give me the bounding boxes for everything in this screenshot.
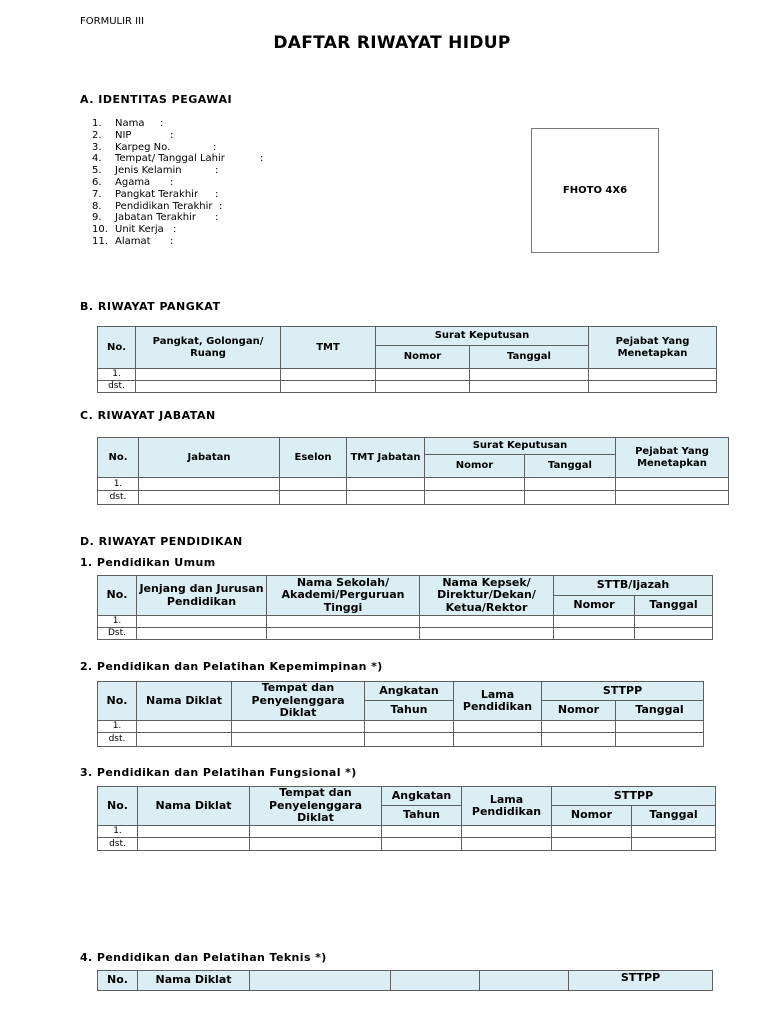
header-pejabat: Pejabat Yang Menetapkan (616, 438, 729, 478)
table-cell[interactable] (138, 826, 250, 838)
diklat-kepemimpinan-title: 2. Pendidikan dan Pelatihan Kepemimpinan *) (80, 660, 383, 673)
table-cell[interactable] (616, 733, 704, 747)
table-cell[interactable] (552, 826, 632, 838)
header-tanggal: Tanggal (470, 346, 589, 369)
section-d-title: D. RIWAYAT PENDIDIKAN (80, 535, 243, 548)
field-label: Jabatan Terakhir (115, 212, 196, 224)
table-cell[interactable] (616, 721, 704, 733)
header-no: No. (98, 327, 136, 369)
field-label: NIP (115, 129, 132, 141)
table-cell[interactable] (425, 491, 525, 505)
table-cell[interactable] (616, 491, 729, 505)
header-empty (480, 971, 569, 991)
field-number: 9. (92, 212, 102, 224)
identity-field-pendidikan (92, 201, 263, 213)
table-cell[interactable] (470, 381, 589, 393)
table-row (98, 733, 704, 747)
header-empty (250, 971, 391, 991)
row-number: 1. (98, 369, 136, 381)
table-row (98, 721, 704, 733)
header-surat-keputusan: Surat Keputusan (425, 438, 616, 455)
identity-field-karpeg (92, 142, 263, 154)
riwayat-jabatan-table (97, 437, 729, 505)
header-nomor: Nomor (376, 346, 470, 369)
table-cell[interactable] (554, 616, 635, 628)
field-label: Alamat (115, 235, 151, 247)
identity-field-ttl (92, 153, 263, 165)
row-number: 1. (98, 616, 137, 628)
table-cell[interactable] (139, 478, 280, 491)
field-number: 8. (92, 200, 102, 212)
identity-field-jenis-kelamin (92, 165, 263, 177)
photo-box (531, 128, 659, 253)
table-row (98, 478, 729, 491)
header-nama-diklat: Nama Diklat (138, 971, 250, 991)
header-tempat-penyelenggara: Tempat dan Penyelenggara Diklat (250, 787, 382, 826)
table-cell[interactable] (232, 733, 365, 747)
row-number: 1. (98, 721, 137, 733)
header-surat-keputusan: Surat Keputusan (376, 327, 589, 346)
table-row (98, 491, 729, 505)
header-no: No. (98, 682, 137, 721)
identity-field-agama (92, 177, 263, 189)
field-separator: : (215, 165, 219, 177)
header-nama-sekolah: Nama Sekolah/ Akademi/Perguruan Tinggi (267, 576, 420, 616)
table-cell[interactable] (589, 381, 717, 393)
field-label: Agama (115, 176, 151, 188)
field-label: Pendidikan Terakhir (115, 200, 213, 212)
table-cell[interactable] (420, 616, 554, 628)
header-no: No. (98, 787, 138, 826)
header-sttpp: STTPP (542, 682, 704, 701)
header-nama-kepsek: Nama Kepsek/ Direktur/Dekan/ Ketua/Rektor (420, 576, 554, 616)
table-cell[interactable] (382, 826, 462, 838)
header-nomor: Nomor (554, 596, 635, 616)
table-cell[interactable] (250, 826, 382, 838)
table-cell[interactable] (281, 369, 376, 381)
table-cell[interactable] (420, 628, 554, 640)
pendidikan-umum-title: 1. Pendidikan Umum (80, 556, 216, 569)
header-nomor: Nomor (425, 455, 525, 478)
table-cell[interactable] (280, 478, 347, 491)
table-cell[interactable] (616, 478, 729, 491)
field-number: 11. (92, 235, 108, 247)
header-sttpp: STTPP (569, 971, 713, 991)
row-number: 1. (98, 478, 139, 491)
table-cell[interactable] (365, 733, 454, 747)
table-row (98, 369, 717, 381)
table-cell[interactable] (552, 838, 632, 851)
field-number: 1. (92, 118, 102, 129)
table-row (98, 628, 713, 640)
header-tempat-penyelenggara: Tempat dan Penyelenggara Diklat (232, 682, 365, 721)
table-cell[interactable] (267, 628, 420, 640)
identity-field-jabatan (92, 212, 263, 224)
field-separator: : (260, 153, 264, 165)
table-cell[interactable] (347, 478, 425, 491)
header-angkatan: Angkatan (382, 787, 462, 806)
table-cell[interactable] (462, 838, 552, 851)
field-label: Tempat/ Tanggal Lahir (115, 153, 225, 165)
table-cell[interactable] (365, 721, 454, 733)
photo-label: FHOTO 4X6 (562, 185, 628, 196)
header-tahun: Tahun (382, 806, 462, 826)
table-cell[interactable] (632, 826, 716, 838)
header-lama-pendidikan: Lama Pendidikan (462, 787, 552, 826)
table-cell[interactable] (425, 478, 525, 491)
table-cell[interactable] (280, 491, 347, 505)
header-empty (391, 971, 480, 991)
table-cell[interactable] (250, 838, 382, 851)
identity-field-alamat (92, 236, 263, 248)
row-number: 1. (98, 826, 138, 838)
field-number: 2. (92, 129, 102, 141)
identity-field-nip (92, 130, 263, 142)
field-number: 3. (92, 141, 102, 153)
table-cell[interactable] (232, 721, 365, 733)
field-number: 5. (92, 165, 102, 177)
pendidikan-umum-table (97, 575, 713, 640)
table-cell[interactable] (137, 616, 267, 628)
diklat-teknis-table (97, 970, 713, 991)
header-eselon: Eselon (280, 438, 347, 478)
table-cell[interactable] (136, 381, 281, 393)
diklat-teknis-title: 4. Pendidikan dan Pelatihan Teknis *) (80, 951, 327, 964)
table-cell[interactable] (347, 491, 425, 505)
header-no: No. (98, 576, 137, 616)
identity-field-unit-kerja (92, 224, 263, 236)
header-no: No. (98, 971, 138, 991)
header-nama-diklat: Nama Diklat (138, 787, 250, 826)
table-cell[interactable] (525, 478, 616, 491)
header-nomor: Nomor (542, 701, 616, 721)
header-tanggal: Tanggal (616, 701, 704, 721)
field-number: 6. (92, 176, 102, 188)
table-cell[interactable] (554, 628, 635, 640)
table-row (98, 381, 717, 393)
table-cell[interactable] (589, 369, 717, 381)
header-pejabat: Pejabat Yang Menetapkan (589, 327, 717, 369)
table-cell[interactable] (136, 369, 281, 381)
field-separator: : (219, 200, 223, 212)
table-cell[interactable] (635, 616, 713, 628)
table-cell[interactable] (139, 491, 280, 505)
table-cell[interactable] (138, 838, 250, 851)
table-cell[interactable] (281, 381, 376, 393)
header-sttpp: STTPP (552, 787, 716, 806)
header-jabatan: Jabatan (139, 438, 280, 478)
header-tmt: TMT (281, 327, 376, 369)
header-no: No. (98, 438, 139, 478)
table-row (98, 838, 716, 851)
identity-field-nama (92, 118, 263, 130)
table-cell[interactable] (470, 369, 589, 381)
table-cell[interactable] (542, 733, 616, 747)
header-tanggal: Tanggal (635, 596, 713, 616)
row-number: dst. (98, 733, 137, 747)
header-tahun: Tahun (365, 701, 454, 721)
field-separator: : (213, 141, 217, 153)
header-lama-pendidikan: Lama Pendidikan (454, 682, 542, 721)
field-label: Karpeg No. (115, 141, 171, 153)
table-cell[interactable] (376, 369, 470, 381)
header-angkatan: Angkatan (365, 682, 454, 701)
section-b-title: B. RIWAYAT PANGKAT (80, 300, 221, 313)
field-label: Nama (115, 118, 145, 129)
document-title: DAFTAR RIWAYAT HIDUP (273, 33, 511, 53)
section-a-title: A. IDENTITAS PEGAWAI (80, 93, 233, 106)
header-sttb-ijazah: STTB/Ijazah (554, 576, 713, 596)
section-c-title: C. RIWAYAT JABATAN (80, 409, 216, 422)
header-nama-diklat: Nama Diklat (137, 682, 232, 721)
table-cell[interactable] (267, 616, 420, 628)
table-cell[interactable] (635, 628, 713, 640)
row-number: Dst. (98, 628, 137, 640)
table-cell[interactable] (137, 721, 232, 733)
form-label: FORMULIR III (80, 16, 145, 27)
table-cell[interactable] (542, 721, 616, 733)
field-separator: : (170, 235, 174, 247)
table-row (98, 826, 716, 838)
row-number: dst. (98, 381, 136, 393)
field-label: Pangkat Terakhir (115, 188, 199, 200)
diklat-fungsional-table (97, 786, 716, 851)
field-label: Unit Kerja (115, 224, 164, 236)
field-separator: : (173, 224, 177, 236)
identity-field-list (92, 118, 263, 248)
header-pangkat: Pangkat, Golongan/ Ruang (136, 327, 281, 369)
row-number: dst. (98, 838, 138, 851)
field-number: 7. (92, 188, 102, 200)
riwayat-pangkat-table (97, 326, 717, 393)
header-jenjang: Jenjang dan Jurusan Pendidikan (137, 576, 267, 616)
header-tmt-jabatan: TMT Jabatan (347, 438, 425, 478)
table-cell[interactable] (462, 826, 552, 838)
table-cell[interactable] (454, 721, 542, 733)
table-cell[interactable] (632, 838, 716, 851)
header-tanggal: Tanggal (632, 806, 716, 826)
table-cell[interactable] (376, 381, 470, 393)
table-row (98, 616, 713, 628)
field-separator: : (215, 188, 219, 200)
field-separator: : (170, 129, 174, 141)
field-separator: : (170, 176, 174, 188)
table-cell[interactable] (382, 838, 462, 851)
header-nomor: Nomor (552, 806, 632, 826)
diklat-fungsional-title: 3. Pendidikan dan Pelatihan Fungsional *) (80, 766, 357, 779)
table-cell[interactable] (137, 733, 232, 747)
field-number: 4. (92, 153, 102, 165)
row-number: dst. (98, 491, 139, 505)
table-cell[interactable] (525, 491, 616, 505)
field-separator: : (215, 212, 219, 224)
field-separator: : (160, 118, 164, 129)
diklat-kepemimpinan-table (97, 681, 704, 747)
field-number: 10. (92, 224, 108, 236)
field-label: Jenis Kelamin (115, 165, 182, 177)
identity-field-pangkat (92, 189, 263, 201)
table-cell[interactable] (454, 733, 542, 747)
table-cell[interactable] (137, 628, 267, 640)
header-tanggal: Tanggal (525, 455, 616, 478)
